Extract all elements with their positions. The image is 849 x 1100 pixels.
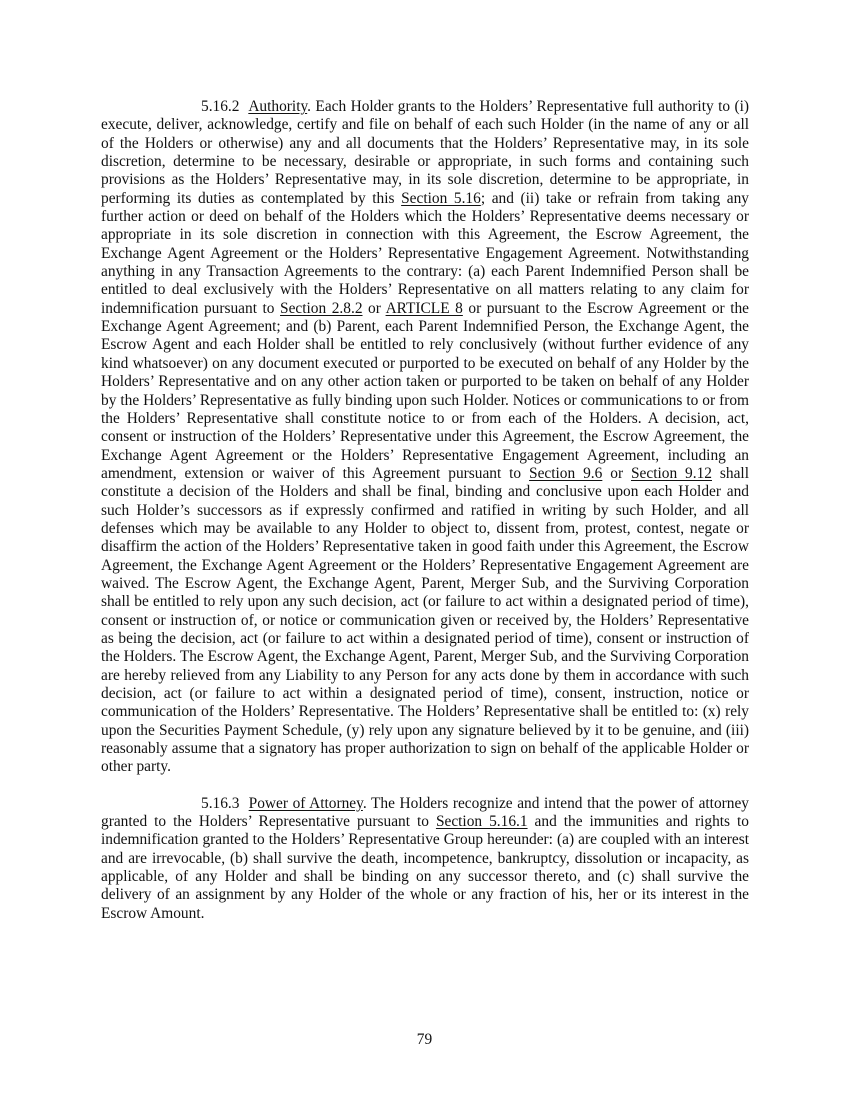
section-5-16-2-number: 5.16.2: [201, 98, 240, 115]
cross-reference-article-8: ARTICLE 8: [385, 299, 463, 317]
section-5-16-3-text-part-2: and the immunities and rights to indemnification granted to the Holders’ Representative Group hereunder: (a) are coupled with an interest and are irrevocable, (b) shall survive the death, incompetence, bankruptcy, dissolution or incapacity, as applicable, of any Holder and shall be binding on any successor thereto, and (c) shall survive the delivery of an assignment by any Holder of the whole or any fraction of his, her or its interest in the Escrow Amount.: [101, 813, 749, 922]
cross-reference-section-9-6: Section 9.6: [529, 464, 603, 482]
section-5-16-3-text-part-1: . The Holders recognize and intend that the power of attorney granted to the Holders’ Representative pursuant to: [101, 794, 750, 831]
document-page-body: [101, 98, 749, 923]
section-5-16-3-number: 5.16.3: [201, 794, 240, 812]
cross-reference-section-5-16-1: Section 5.16.1: [435, 813, 528, 831]
section-5-16-3-heading: Power of Attorney: [248, 794, 363, 812]
cross-reference-section-5-16: Section 5.16: [401, 189, 481, 207]
section-5-16-3-paragraph: [101, 795, 749, 923]
section-5-16-2-text-part-4: or pursuant to the Escrow Agreement or the Exchange Agent Agreement; and (b) Parent, each Parent Indemnified Person, the Exchange Agent, the Escrow Agent and each Holder shall be entitled to rely conclusively (without further evidence of any kind whatsoever) on any document executed or purported to be executed on behalf of any Holder by the Holders’ Representative and on any other action taken or purported to be taken on behalf of any Holder by the Holders’ Representative as fully binding upon such Holder. Notices or communications to or from the Holders’ Representative shall constitute notice to or from each of the Holders. A decision, act, consent or instruction of the Holders’ Representative under this Agreement, the Escrow Agreement, the Exchange Agent Agreement or the Holders’ Representative Engagement Agreement, including an amendment, extension or waiver of this Agreement pursuant to: [101, 299, 750, 482]
section-5-16-2-text-part-2: ; and (ii) take or refrain from taking any further action or deed on behalf of the Holders which the Holders’ Representative deems necessary or appropriate in its sole discretion in connection with this Agreement, the Escrow Agreement, the Exchange Agent Agreement or the Holders’ Representative Engagement Agreement. Notwithstanding anything in any Transaction Agreements to the contrary: (a) each Parent Indemnified Person shall be entitled to deal exclusively with the Holders’ Representative on all matters relating to any claim for indemnification pursuant to: [101, 189, 749, 317]
section-5-16-2-heading: Authority: [248, 98, 308, 115]
section-5-16-2-text-part-6: shall constitute a decision of the Holders and shall be final, binding and conclusive upon each Holder and such Holder’s successors as if expressly confirmed and ratified in writing by such Holder, and all defenses which may be available to any Holder to object to, dissent from, protest, contest, negate or disaffirm the action of the Holders’ Representative taken in good faith under this Agreement, the Escrow Agreement, the Exchange Agent Agreement or the Holders’ Representative Engagement Agreement are waived. The Escrow Agent, the Exchange Agent, Parent, Merger Sub, and the Surviving Corporation shall be entitled to rely upon any such decision, act (or failure to act within a designated period of time), consent or instruction of, or notice or communication given or received by, the Holders’ Representative as being the decision, act (or failure to act within a designated period of time), consent or instruction of the Holders. The Escrow Agent, the Exchange Agent, Parent, Merger Sub, and the Surviving Corporation are hereby relieved from any Liability to any Person for any acts done by them in accordance with such decision, act (or failure to act within a designated period of time), consent, instruction, notice or communication of the Holders’ Representative. The Holders’ Representative shall be entitled to: (x) rely upon the Securities Payment Schedule, (y) rely upon any signature believed by it to be genuine, and (iii) reasonably assume that a signatory has proper authorization to sign on behalf of the applicable Holder or other party.: [101, 464, 749, 776]
cross-reference-section-2-8-2: Section 2.8.2: [280, 299, 363, 317]
page-number: 79: [416, 1031, 433, 1048]
section-5-16-2-paragraph: [101, 98, 749, 777]
cross-reference-section-9-12: Section 9.12: [630, 464, 712, 482]
section-5-16-2-text-part-3: or: [362, 299, 386, 317]
section-5-16-2-text-part-1: . Each Holder grants to the Holders’ Representative full authority to (i) execute, deliver, acknowledge, certify and file on behalf of each such Holder (in the name of any or all of the Holders or otherwise) any and all documents that the Holders’ Representative may, in its sole discretion, determine to be necessary, desirable or appropriate, in such forms and containing such provisions as the Holders’ Representative may, in its sole discretion, determine to be appropriate, in performing its duties as contemplated by this: [101, 98, 749, 207]
section-5-16-2-text-part-5: or: [602, 464, 631, 482]
